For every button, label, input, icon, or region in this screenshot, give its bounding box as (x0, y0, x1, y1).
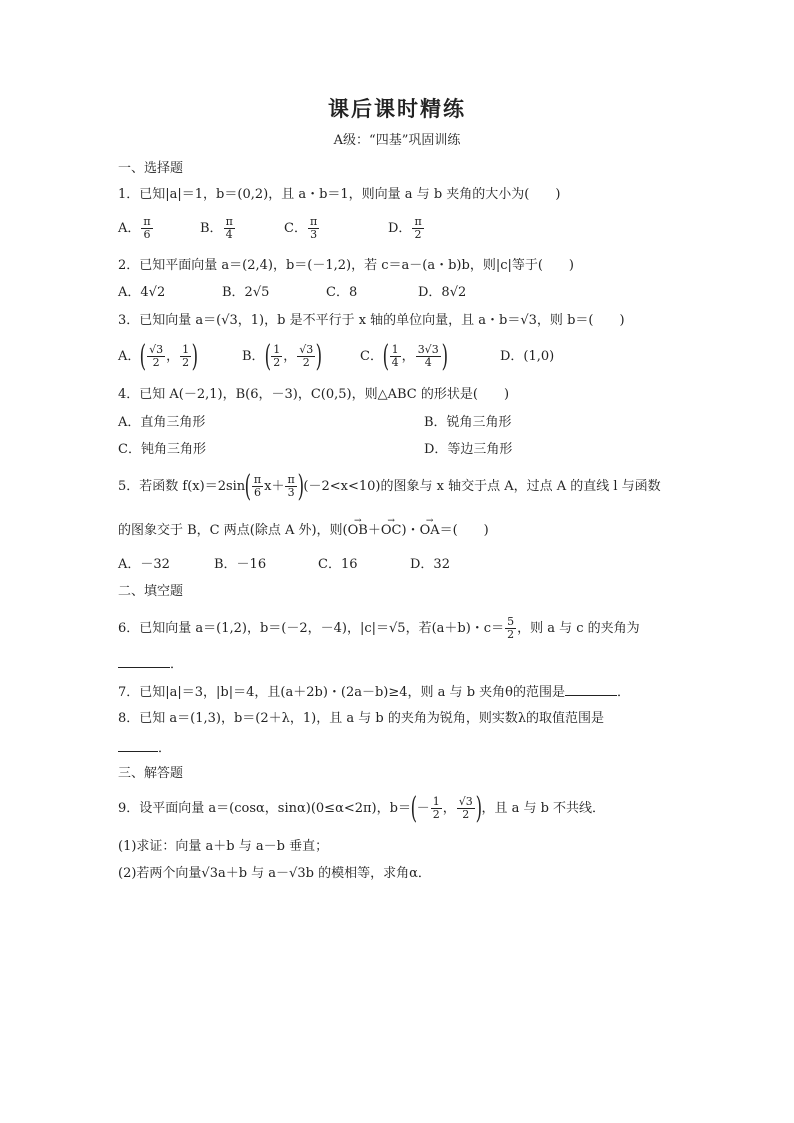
q5-frac-1-den: 6 (254, 486, 261, 499)
q5-x-plus: x＋ (264, 479, 285, 494)
q3-option-a[interactable] (118, 340, 198, 374)
q1-option-a-label: A． (118, 221, 141, 236)
q1-d-den: 2 (414, 228, 422, 241)
q1-option-c-label: C． (284, 221, 307, 236)
q1-d-num: π (414, 215, 422, 228)
q3-b-frac-2-den: 2 (302, 356, 310, 369)
q5-frac-2 (285, 474, 296, 499)
question-8-text: 8．已知 a＝(1,3)，b＝(2＋λ，1)，且 a 与 b 的夹角为锐角，则实数λ的取值范围是 (118, 711, 605, 726)
q2-option-c[interactable]: C．8 (326, 285, 358, 300)
q1-option-b[interactable] (200, 214, 236, 244)
q3-b-frac-1-num: 1 (273, 343, 281, 356)
question-9-part-2: (2)若两个向量√3a＋b 与 a－√3b 的模相等，求角α． (118, 866, 431, 881)
q3-a-frac-2 (180, 344, 191, 369)
q3-a-frac-1 (147, 344, 165, 369)
comma: ， (442, 801, 456, 816)
q9-frac-1 (431, 796, 442, 821)
vector-oa: → OA (420, 522, 440, 540)
q1-a-num: π (143, 215, 151, 228)
q1-option-b-frac (224, 216, 235, 241)
comma: ， (401, 349, 415, 364)
page-subtitle: A级：“四基”巩固训练 (333, 133, 461, 148)
question-5-line-1 (118, 470, 661, 504)
left-paren: ( (410, 790, 418, 826)
q9-frac-2-den: 2 (462, 808, 470, 821)
q1-c-num: π (309, 215, 318, 228)
q6-end: ． (170, 657, 184, 672)
q1-option-b-label: B． (200, 221, 223, 236)
q3-b-frac-1-den: 2 (273, 356, 281, 369)
q6-frac-den: 2 (507, 628, 515, 641)
q3-a-frac-2-den: 2 (182, 356, 190, 369)
q1-option-d[interactable] (388, 214, 425, 244)
q1-option-c[interactable] (284, 214, 320, 244)
q9-post: ，且 a 与 b 不共线． (481, 801, 606, 816)
q7-text: 7．已知|a|＝3，|b|＝4，且(a＋2b)・(2a－b)≥4，则 a 与 b 夹角θ的范围是 (118, 685, 565, 700)
q9-frac-2-num: √3 (458, 795, 473, 808)
q3-c-frac-1 (390, 344, 401, 369)
q5-frac-2-num: π (287, 473, 295, 486)
section-choice-heading: 一、选择题 (118, 161, 184, 176)
left-paren: ( (382, 338, 390, 374)
q3-option-c-label: C． (360, 349, 383, 364)
q3-option-a-label: A． (118, 349, 141, 364)
q3-a-frac-1-den: 2 (152, 356, 160, 369)
q2-option-a[interactable]: A．4√2 (118, 285, 166, 300)
q9-frac-1-den: 2 (432, 808, 440, 821)
q6-answer-blank[interactable] (118, 654, 170, 668)
question-4-text: 4．已知 A(－2,1)，B(6，－3)，C(0,5)，则△ABC 的形状是( ) (118, 387, 510, 402)
q4-option-d[interactable]: D．等边三角形 (424, 442, 513, 457)
q5-plus: ＋ (367, 523, 381, 538)
question-9-text (118, 792, 605, 826)
q4-option-a[interactable]: A．直角三角形 (118, 415, 206, 430)
q5-frac-1-num: π (253, 473, 262, 486)
q3-b-frac-1 (271, 344, 282, 369)
question-1-options (118, 214, 154, 244)
q2-option-d[interactable]: D．8√2 (418, 285, 467, 300)
comma: ， (166, 349, 180, 364)
q5-option-d[interactable]: D．32 (410, 557, 450, 572)
q3-a-frac-2-num: 1 (182, 343, 190, 356)
comma: ， (283, 349, 297, 364)
q6-frac (505, 616, 516, 641)
q3-a-frac-1-num: √3 (149, 343, 164, 356)
q7-end: ． (616, 685, 630, 700)
q7-answer-blank[interactable] (565, 682, 617, 696)
q5-frac-1 (252, 474, 263, 499)
q1-a-den: 6 (143, 228, 151, 241)
left-paren: ( (140, 338, 147, 374)
q9-frac-2 (457, 796, 475, 821)
q6-frac-num: 5 (507, 615, 515, 628)
q1-c-den: 3 (310, 228, 318, 241)
q5-line2-pre: 的图象交于 B，C 两点(除点 A 外)，则( (118, 523, 348, 538)
q3-option-b-label: B． (242, 349, 265, 364)
question-6-line-1 (118, 612, 640, 646)
q3-c-frac-1-den: 4 (391, 356, 399, 369)
q4-option-b[interactable]: B．锐角三角形 (424, 415, 512, 430)
left-paren: ( (264, 338, 271, 374)
q4-option-c[interactable]: C．钝角三角形 (118, 442, 206, 457)
q1-option-c-frac (308, 216, 319, 241)
q6-post: ，则 a 与 c 的夹角为 (517, 621, 640, 636)
q5-dot: )・ (401, 523, 420, 538)
q1-option-d-frac (412, 216, 423, 241)
question-3-text: 3．已知向量 a＝(√3，1)，b 是不平行于 x 轴的单位向量，且 a・b＝√3，则 b＝( ) (118, 313, 625, 328)
q1-option-d-label: D． (388, 221, 412, 236)
question-8-line-2 (118, 738, 171, 758)
q5-option-a[interactable]: A．－32 (118, 557, 170, 572)
q8-answer-blank[interactable] (118, 738, 158, 752)
q6-pre: 6．已知向量 a＝(1,2)，b＝(－2，－4)，|c|＝√5，若(a＋b)・c＝ (118, 621, 505, 636)
section-solve-heading: 三、解答题 (118, 766, 184, 781)
q5-post: (－2<x<10)的图象与 x 轴交于点 A，过点 A 的直线 l 与函数 (303, 479, 661, 494)
q1-option-a[interactable] (118, 215, 154, 241)
q3-c-frac-2-den: 4 (424, 356, 432, 369)
q2-option-b[interactable]: B．2√5 (222, 285, 270, 300)
q5-line2-post: ＝( ) (439, 523, 489, 538)
q3-option-d[interactable]: D．(1,0) (500, 349, 555, 364)
right-paren: ) (475, 790, 482, 826)
q1-b-num: π (225, 215, 233, 228)
right-paren: ) (441, 338, 448, 374)
question-5-line-2 (118, 522, 489, 540)
left-paren: ( (244, 468, 252, 504)
q5-pre: 5．若函数 f(x)＝2sin (118, 479, 246, 494)
q1-option-a-frac (141, 216, 152, 241)
q3-option-b[interactable] (242, 340, 322, 374)
q5-option-b[interactable]: B．－16 (214, 557, 267, 572)
q3-b-frac-2 (297, 344, 315, 369)
q3-c-frac-2-num: 3√3 (417, 343, 439, 356)
q9-frac-1-num: 1 (432, 795, 440, 808)
q9-pre: 9．设平面向量 a＝(cosα，sinα)(0≤α<2π)，b＝ (118, 801, 411, 816)
question-7 (118, 682, 630, 702)
q1-b-den: 4 (225, 228, 233, 241)
q5-option-c[interactable]: C．16 (318, 557, 358, 572)
vector-oc: → OC (381, 522, 402, 540)
question-6-line-2 (118, 654, 183, 674)
q3-option-c[interactable] (360, 340, 447, 374)
question-9-part-1: (1)求证：向量 a＋b 与 a－b 垂直； (118, 839, 329, 854)
q8-end: ． (158, 741, 172, 756)
q3-b-frac-2-num: √3 (299, 343, 314, 356)
page-title: 课后课时精练 (328, 96, 466, 121)
right-paren: ) (191, 338, 199, 374)
question-2-text: 2．已知平面向量 a＝(2,4)，b＝(－1,2)，若 c＝a－(a・b)b，则|c|等于( ) (118, 258, 574, 273)
section-fill-heading: 二、填空题 (118, 584, 184, 599)
q3-c-frac-1-num: 1 (391, 343, 399, 356)
right-paren: ) (315, 338, 323, 374)
right-paren: ) (297, 468, 304, 504)
q3-c-frac-2 (416, 344, 441, 369)
q9-minus: － (416, 801, 430, 816)
vector-ob: → OB (348, 522, 368, 540)
q5-frac-2-den: 3 (287, 486, 295, 499)
question-1-text: 1．已知|a|＝1，b＝(0,2)，且 a・b＝1，则向量 a 与 b 夹角的大小为( ) (118, 187, 561, 202)
